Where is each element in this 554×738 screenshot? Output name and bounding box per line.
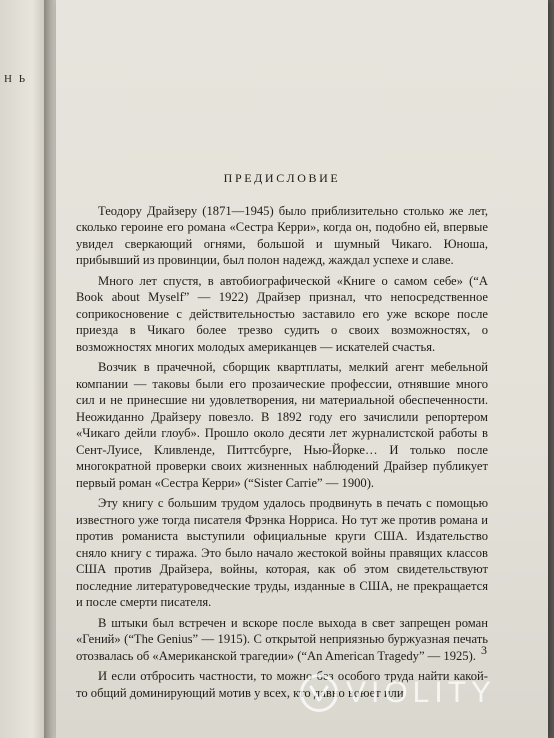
page-number: 3 (481, 643, 487, 657)
paragraph-1: Теодору Драйзеру (1871—1945) было приблизительно столько же лет, сколько героине его романа «Сестра Керри», когда он, подобно ей, впервые увидел сверкающий огнями, большой и шумный Чикаго. Юноша, прибывший из провинции, был полон надежд, жаждал успехе и славе. (76, 203, 488, 267)
paragraph-3: Возчик в прачечной, сборщик квартплаты, мелкий агент мебельной компании — таковы были его прозаические профессии, отнявшие много сил и не принесшие ни удовлетворения, ни материальной обеспеченности. Неожиданно Драйзеру повезло. В 1892 году его зачислили репортером «Чикаго дейли глоуб». Прошло около десяти лет журналистской работы в Сент-Луисе, Кливленде, Питтсбурге, Нью-Йорке… И только после многократной проверки своих жизненных наблюдений Драйзер публикует первый роман «Сестра Керри» (“Sister Carrie” — 1900). (76, 360, 488, 490)
paragraph-6: И если отбросить частности, то можно без особого труда найти какой-то общий доминирующий мотив у всех, кто давно воюет или (76, 669, 488, 700)
watermark (300, 674, 496, 712)
paragraph-2: Много лет спустя, в автобиографической «Книге о самом себе» (“A Book about Myself” — 1922) Драйзер признал, что непосредственное соприкосновение с действительностью заставило его уже вскоре после приезда в Чикаго более трезво судить о своих возможностях, о возможностях многих молодых американцев — искателей счастья. (76, 273, 488, 354)
violity-logo-icon (300, 674, 338, 712)
left-page-edge (0, 0, 46, 738)
page-text (76, 170, 488, 705)
watermark-text: VIOLITY (346, 676, 497, 709)
left-page-fragment: Н Ь (4, 73, 28, 85)
paragraph-4: Эту книгу с большим трудом удалось продвинуть в печать с помощью известного уже тогда писателя Фрэнка Норриса. Но тут же против романа и против романиста выступили официальные круги США. Издательство сняло книгу с тиража. Это было начало жестокой войны правящих классов США против Драйзера, войны, которая, как об этом свидетельствуют последние литературоведческие труды, изданные в США, не прекращается и после смерти писателя. (76, 496, 488, 609)
page-heading: ПРЕДИСЛОВИЕ (223, 171, 341, 185)
paragraph-5: В штыки был встречен и вскоре после выхода в свет запрещен роман «Гений» (“The Genius” — 1915). С открытой неприязнью буржуазная печать отозвалась об «Американской трагедии» (“An American Tragedy” — 1925). (76, 615, 488, 663)
